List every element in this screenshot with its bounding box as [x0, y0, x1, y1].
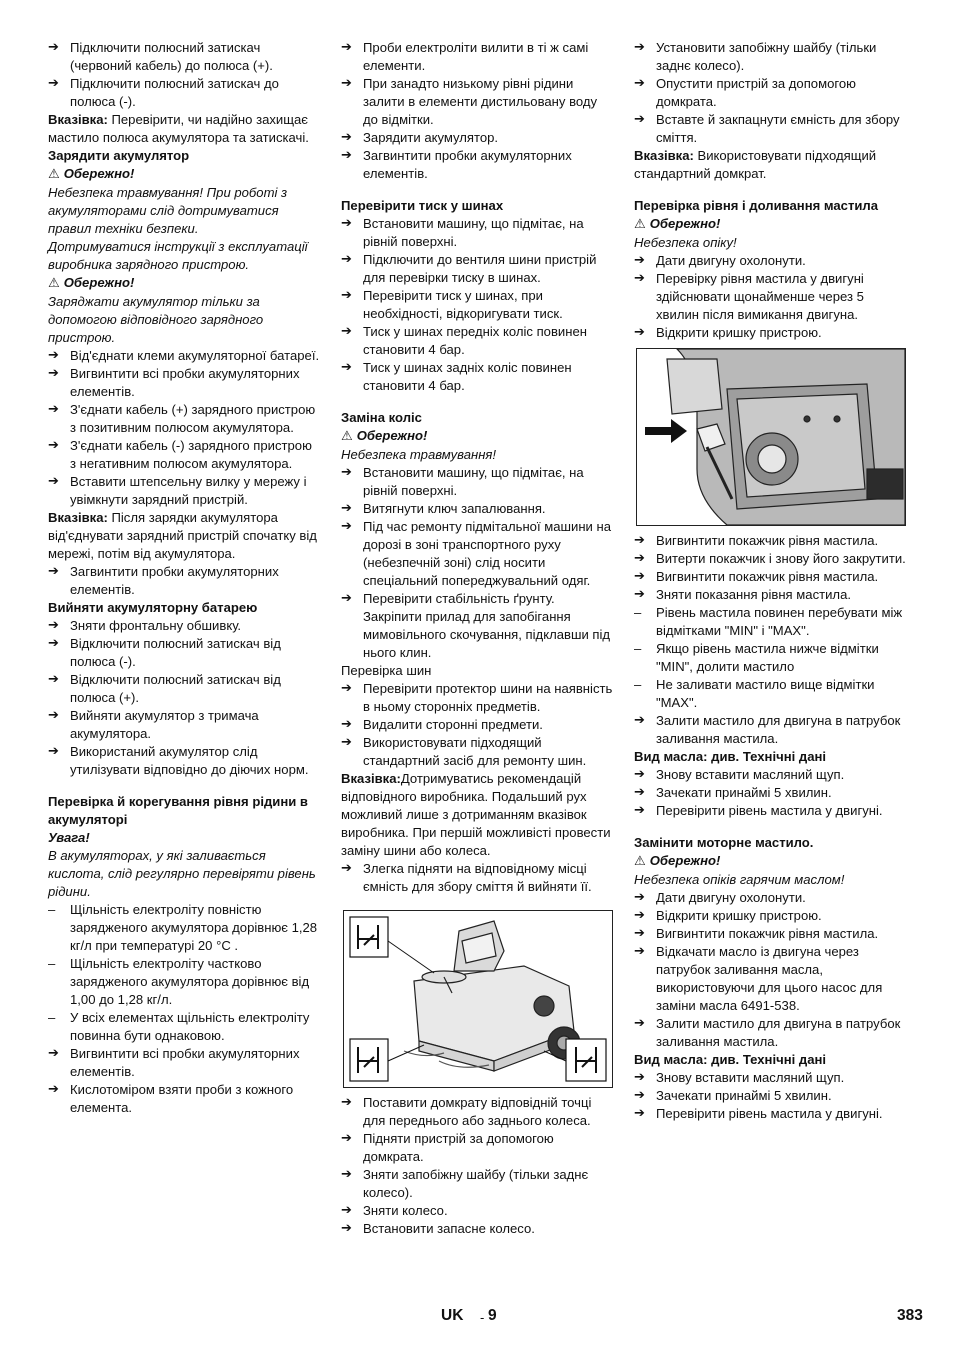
warning-label-text: Обережно!: [649, 853, 721, 868]
instruction-step: ➔ Відкачати масло із двигуна через патрубок заливання масла, використовуючи для цього насос для заміни масла 6491-538.: [634, 943, 906, 1015]
dash-list-item: – Не заливати мастило вище відмітки "MAX".: [634, 676, 906, 712]
section-heading: Перевірка рівня і доливання мастила: [634, 198, 879, 213]
section-heading: Вид масла: див. Технічні дані: [634, 749, 827, 764]
instruction-step: ➔ Вийняти акумулятор з тримача акумулятора.: [48, 707, 320, 743]
footer-language: UK: [441, 1307, 464, 1324]
column-middle: [341, 39, 613, 1238]
warning-triangle-icon: ⚠: [48, 276, 60, 291]
instruction-step: ➔ Зачекати принаймі 5 хвилин.: [634, 1087, 906, 1105]
section-heading: Замінити моторне мастило.: [634, 835, 814, 850]
instruction-step: ➔ Зняти колесо.: [341, 1202, 613, 1220]
instruction-step: ➔ Використаний акумулятор слід утилізувати відповідно до діючих норм.: [48, 743, 320, 779]
instruction-step: ➔ Дати двигуну охолонути.: [634, 889, 906, 907]
instruction-step: ➔ Зняти показання рівня мастила.: [634, 586, 906, 604]
instruction-step: ➔ Перевірити рівень мастила у двигуні.: [634, 1105, 906, 1123]
instruction-step: ➔ Вигвинтити покажчик рівня мастила.: [634, 568, 906, 586]
instruction-step: ➔ Вигвинтити покажчик рівня мастила.: [634, 925, 906, 943]
warning-label: [634, 215, 906, 234]
instruction-step: ➔ Вставте й закпацнути ємність для збору сміття.: [634, 111, 906, 147]
warning-label: [48, 165, 320, 184]
instruction-step: ➔ Підняти пристрій за допомогою домкрата.: [341, 1130, 613, 1166]
section-heading: Зарядити акумулятор: [48, 148, 190, 163]
instruction-step: ➔ Встановити машину, що підмітає, на рівній поверхні.: [341, 464, 613, 500]
caution-label: Увага!: [48, 830, 90, 845]
column-right: [634, 39, 906, 1123]
instruction-step: ➔ Дати двигуну охолонути.: [634, 252, 906, 270]
instruction-step: ➔ Зачекати принаймі 5 хвилин.: [634, 784, 906, 802]
instruction-step: ➔ Вставити штепсельну вилку у мережу і увімкнути зарядний пристрій.: [48, 473, 320, 509]
instruction-step: ➔ Зняти запобіжну шайбу (тільки заднє колесо).: [341, 1166, 613, 1202]
warning-triangle-icon: ⚠: [634, 854, 646, 869]
instruction-step: ➔ Тиск у шинах передніх коліс повинен становити 4 бар.: [341, 323, 613, 359]
instruction-step: ➔ Установити запобіжну шайбу (тільки заднє колесо).: [634, 39, 906, 75]
instruction-step: ➔ Загвинтити пробки акумуляторних елементів.: [341, 147, 613, 183]
section-heading: Вид масла: див. Технічні дані: [634, 1052, 827, 1067]
warning-triangle-icon: ⚠: [634, 217, 646, 232]
instruction-step: ➔ Вигвинтити всі пробки акумуляторних елементів.: [48, 1045, 320, 1081]
note-text: Після зарядки акумулятора від'єднувати зарядний пристрій спочатку від мережі, потім від акумулятора.: [48, 510, 317, 561]
instruction-step: ➔ Тиск у шинах задніх коліс повинен становити 4 бар.: [341, 359, 613, 395]
instruction-step: ➔ Залити мастило для двигуна в патрубок заливання мастила.: [634, 712, 906, 748]
note-label: Вказівка:: [341, 771, 401, 786]
instruction-step: ➔ Кислотоміром взяти проби з кожного елемента.: [48, 1081, 320, 1117]
instruction-step: ➔ Підключити полюсний затискач (червоний кабель) до полюса (+).: [48, 39, 320, 75]
instruction-step: ➔ Використовувати підходящий стандартний засіб для ремонту шин.: [341, 734, 613, 770]
instruction-step: ➔ З'єднати кабель (-) зарядного пристрою з негативним полюсом акумулятора.: [48, 437, 320, 473]
instruction-step: ➔ Знову вставити масляний щуп.: [634, 1069, 906, 1087]
dash-list-item: – У всіх елементах щільність електроліту повинна бути однаковою.: [48, 1009, 320, 1045]
footer-separator: -: [480, 1310, 485, 1325]
warning-triangle-icon: ⚠: [341, 429, 353, 444]
warning-text: Небезпека травмування!: [341, 447, 497, 462]
instruction-step: ➔ Витерти покажчик і знову його закрутити.: [634, 550, 906, 568]
instruction-step: ➔ Зарядити акумулятор.: [341, 129, 613, 147]
note-label: Вказівка:: [48, 510, 108, 525]
instruction-step: ➔ Опустити пристрій за допомогою домкрата.: [634, 75, 906, 111]
warning-label-text: Обережно!: [63, 166, 135, 181]
note-label: Вказівка:: [48, 112, 108, 127]
instruction-step: ➔ Перевірку рівня мастила у двигуні здійснювати щонайменше через 5 хвилин після вимикання двигуна.: [634, 270, 906, 324]
warning-label-text: Обережно!: [649, 216, 721, 231]
dash-list-item: – Рівень мастила повинен перебувати між відмітками "MIN" і "MAX".: [634, 604, 906, 640]
dash-list-item: – Щільність електроліту частково зарядженого акумулятора дорівнює від 1,00 до 1,28 кг/л.: [48, 955, 320, 1009]
instruction-step: ➔ Відключити полюсний затискач від полюса (-).: [48, 635, 320, 671]
warning-label: [341, 427, 613, 446]
warning-text: Небезпека опіку!: [634, 235, 737, 250]
instruction-step: ➔ Від'єднати клеми акумуляторної батареї.: [48, 347, 320, 365]
footer-section-page: 9: [488, 1307, 497, 1324]
instruction-step: ➔ Відкрити кришку пристрою.: [634, 324, 906, 342]
instruction-step: ➔ Підключити полюсний затискач до полюса (-).: [48, 75, 320, 111]
instruction-step: ➔ Вигвинтити всі пробки акумуляторних елементів.: [48, 365, 320, 401]
instruction-step: ➔ Зняти фронтальну обшивку.: [48, 617, 320, 635]
instruction-step: ➔ Підключити до вентиля шини пристрій для перевірки тиску в шинах.: [341, 251, 613, 287]
warning-text: Небезпека опіків гарячим маслом!: [634, 872, 845, 887]
instruction-step: ➔ Злегка підняти на відповідному місці ємність для збору сміття й вийняти її.: [341, 860, 613, 896]
footer-page-number: 383: [897, 1307, 923, 1324]
section-heading: Перевірити тиск у шинах: [341, 198, 504, 213]
note-text: Дотримуватись рекомендацій відповідного виробника. Подальший рух можливий лише з дотриманням вказівок виробника. При першій можливісті провести заміну шини або колеса.: [341, 771, 611, 858]
warning-label: [634, 852, 906, 871]
instruction-step: ➔ Перевірити стабільність ґрунту. Закріпити прилад для запобігання мимовільного скочування, підклавши під нього клин.: [341, 590, 613, 662]
instruction-step: ➔ Встановити запасне колесо.: [341, 1220, 613, 1238]
column-left: [48, 39, 320, 1117]
instruction-step: ➔ Перевірити протектор шини на наявність в ньому сторонніх предметів.: [341, 680, 613, 716]
sweeper-jack-points-figure: [343, 910, 613, 1088]
engine-oil-dipstick-figure: [636, 348, 906, 526]
note: [634, 147, 906, 183]
warning-triangle-icon: ⚠: [48, 167, 60, 182]
instruction-step: ➔ Проби електроліти вилити в ті ж самі елементи.: [341, 39, 613, 75]
section-heading: Заміна коліс: [341, 410, 422, 425]
instruction-step: ➔ Знову вставити масляний щуп.: [634, 766, 906, 784]
note-text: Використовувати підходящий стандартний домкрат.: [634, 148, 877, 181]
note: [48, 509, 320, 563]
dash-list-item: – Щільність електроліту повністю зарядженого акумулятора дорівнює 1,28 кг/л при температурі 20 °C .: [48, 901, 320, 955]
note-text: Перевірити, чи надійно захищає мастило полюса акумулятора та затискачі.: [48, 112, 309, 145]
instruction-step: ➔ Перевірити тиск у шинах, при необхідності, відкоригувати тиск.: [341, 287, 613, 323]
warning-label: [48, 274, 320, 293]
dash-list-item: – Якщо рівень мастила нижче відмітки "MIN", долити мастило: [634, 640, 906, 676]
instruction-step: ➔ Відключити полюсний затискач від полюса (+).: [48, 671, 320, 707]
instruction-step: ➔ Видалити сторонні предмети.: [341, 716, 613, 734]
warning-label-text: Обережно!: [356, 428, 428, 443]
instruction-step: ➔ Під час ремонту підмітальної машини на дорозі в зоні транспортного руху (небезпечній зоні) слід носити спеціальний попереджувальний одяг.: [341, 518, 613, 590]
warning-text: В акумуляторах, у які заливається кислота, слід регулярно перевіряти рівень рідини.: [48, 848, 316, 899]
instruction-step: ➔ Загвинтити пробки акумуляторних елементів.: [48, 563, 320, 599]
instruction-step: ➔ Залити мастило для двигуна в патрубок заливання мастила.: [634, 1015, 906, 1051]
instruction-step: ➔ Вигвинтити покажчик рівня мастила.: [634, 532, 906, 550]
instruction-step: ➔ Відкрити кришку пристрою.: [634, 907, 906, 925]
instruction-step: ➔ При занадто низькому рівні рідини залити в елементи дистильовану воду до відмітки.: [341, 75, 613, 129]
subsection-label: Перевірка шин: [341, 663, 432, 678]
warning-text: Дотримуватися інструкції з експлуатації виробника зарядного пристрою.: [48, 239, 308, 272]
note: [341, 770, 613, 860]
instruction-step: ➔ Витягнути ключ запалювання.: [341, 500, 613, 518]
section-heading: Перевірка й корегування рівня рідини в акумуляторі: [48, 794, 308, 827]
instruction-step: ➔ З'єднати кабель (+) зарядного пристрою з позитивним полюсом акумулятора.: [48, 401, 320, 437]
section-heading: Вийняти акумуляторну батарею: [48, 600, 258, 615]
instruction-step: ➔ Встановити машину, що підмітає, на рівній поверхні.: [341, 215, 613, 251]
instruction-step: ➔ Перевірити рівень мастила у двигуні.: [634, 802, 906, 820]
warning-text: Небезпека травмування! При роботі з акумуляторами слід дотримуватися правил техніки безпеки.: [48, 185, 288, 236]
instruction-step: ➔ Поставити домкрату відповідній точці для переднього або заднього колеса.: [341, 1094, 613, 1130]
warning-label-text: Обережно!: [63, 275, 135, 290]
note: [48, 111, 320, 147]
warning-text: Заряджати акумулятор тільки за допомогою відповідного зарядного пристрою.: [48, 294, 264, 345]
note-label: Вказівка:: [634, 148, 694, 163]
